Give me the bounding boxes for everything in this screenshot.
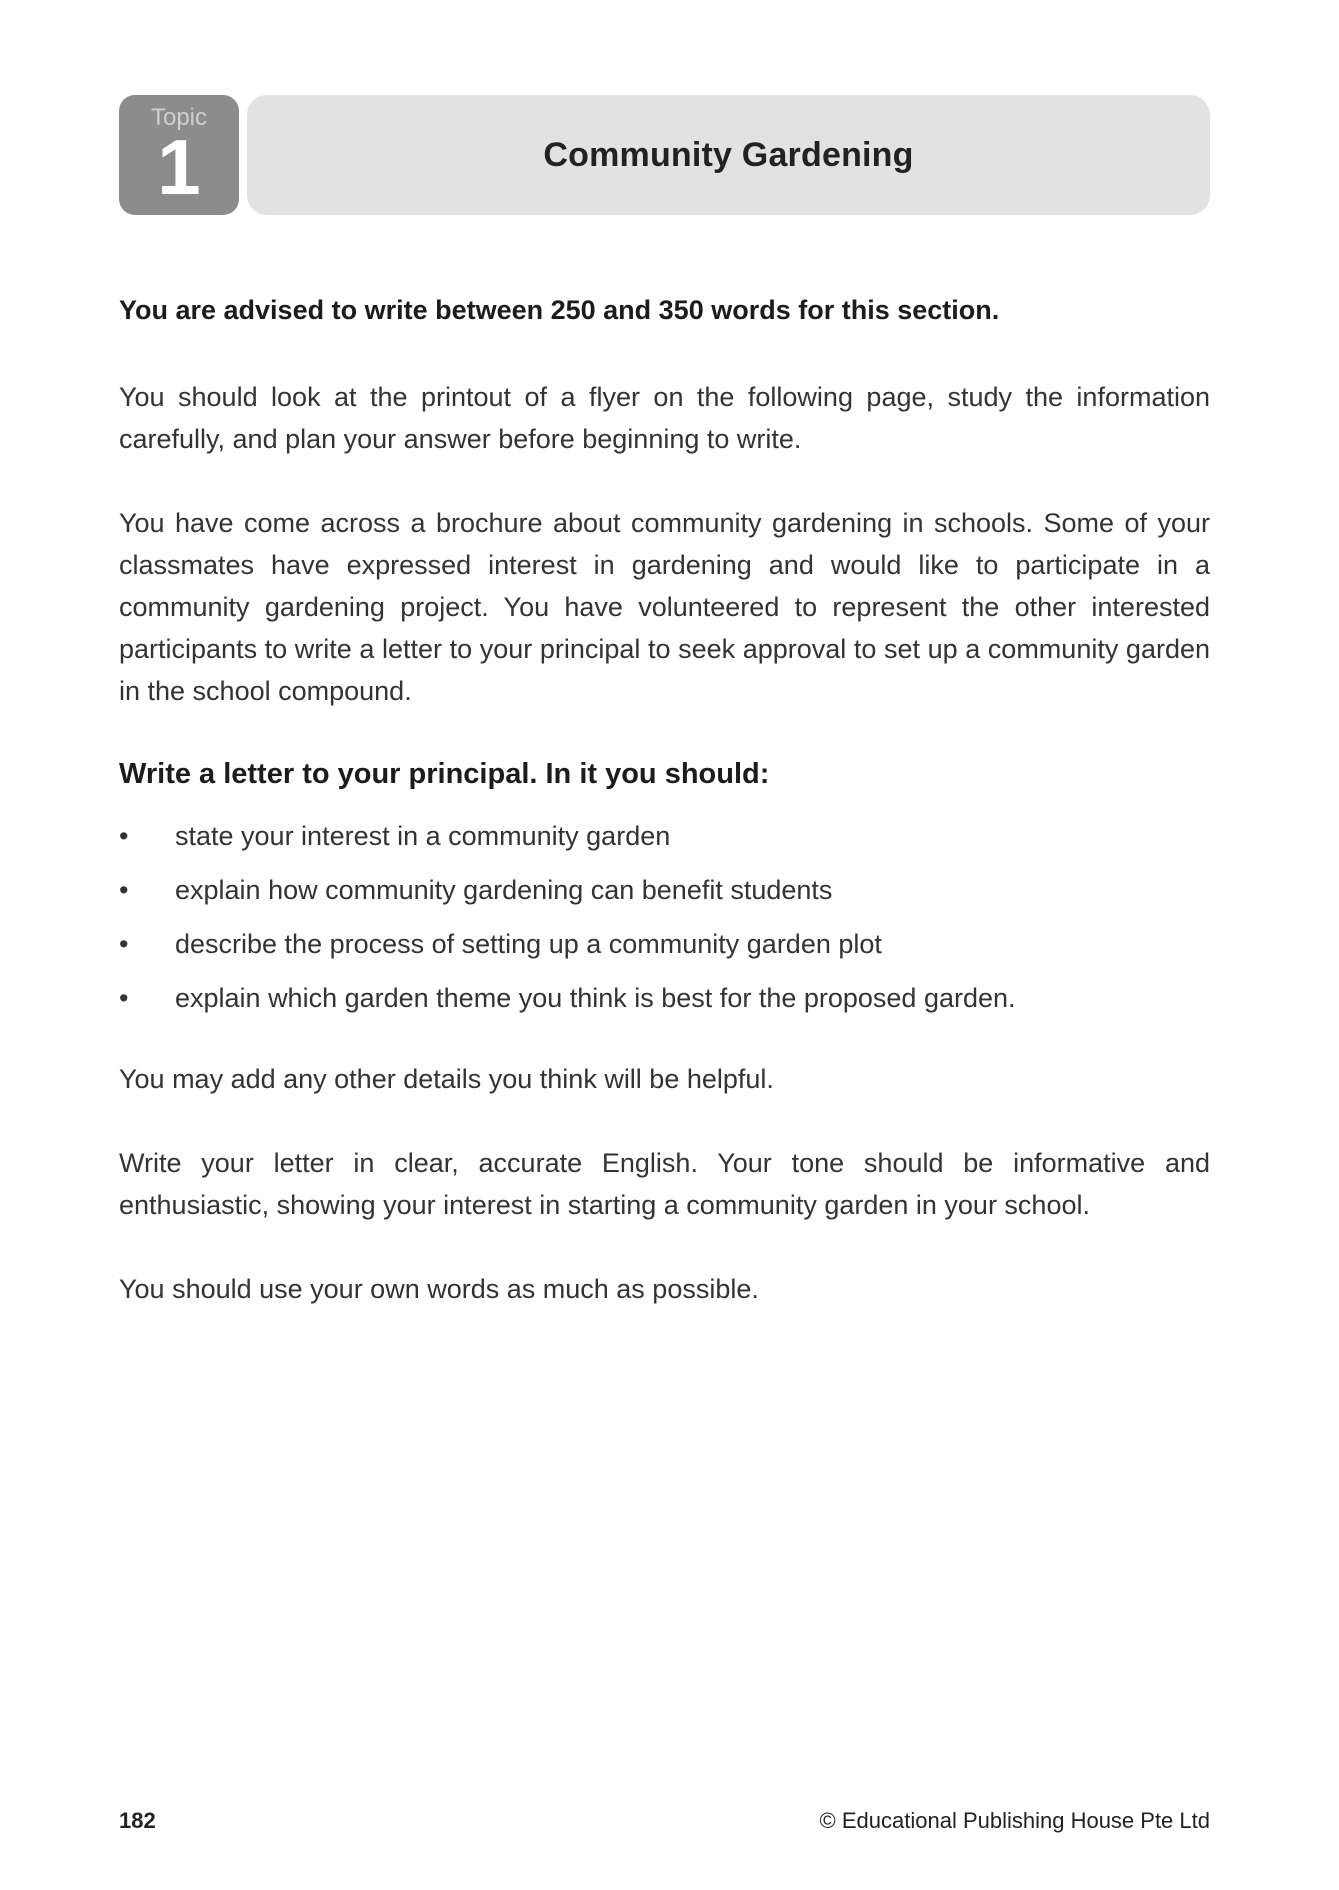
own-words-paragraph: You should use your own words as much as possible. [119,1274,759,1304]
scenario-paragraph: You have come across a brochure about community gardening in schools. Some of your classmates have expressed interest in gardening and would like to participate in a community gardening project. You have volunteered to represent the other interested participants to write a letter to your principal to seek approval to set up a community garden in the school compound. [119,508,1210,706]
page-title: Community Gardening [543,135,914,174]
task-text: state your interest in a community garden [175,821,671,851]
bullet-icon: • [119,821,129,851]
task-list [119,816,1210,1018]
bullet-icon: • [119,983,129,1013]
topic-number: 1 [157,123,201,211]
page-number: 182 [119,1808,156,1833]
title-bar [247,95,1210,215]
tone-paragraph: Write your letter in clear, accurate English. Your tone should be informative and enthusiastic, showing your interest in starting a community garden in your school. [119,1148,1210,1220]
bullet-icon: • [119,875,129,905]
word-count-advice: You are advised to write between 250 and 350 words for this section. [119,295,1000,325]
copyright-notice: © Educational Publishing House Pte Ltd [819,1808,1210,1833]
list-item [119,978,1210,1018]
task-text: explain which garden theme you think is best for the proposed garden. [175,983,1016,1013]
additional-details-paragraph: You may add any other details you think will be helpful. [119,1064,774,1094]
task-text: explain how community gardening can benefit students [175,875,833,905]
bullet-icon: • [119,929,129,959]
list-item [119,870,1210,910]
topic-badge [119,95,239,215]
instruction-paragraph-1: You should look at the printout of a flyer on the following page, study the information carefully, and plan your answer before beginning to write. [119,382,1210,454]
list-item [119,816,1210,856]
task-heading: Write a letter to your principal. In it you should: [119,758,770,790]
topic-label: Topic [150,104,208,131]
task-text: describe the process of setting up a community garden plot [175,929,882,959]
list-item [119,924,1210,964]
main-content [119,290,1210,1352]
